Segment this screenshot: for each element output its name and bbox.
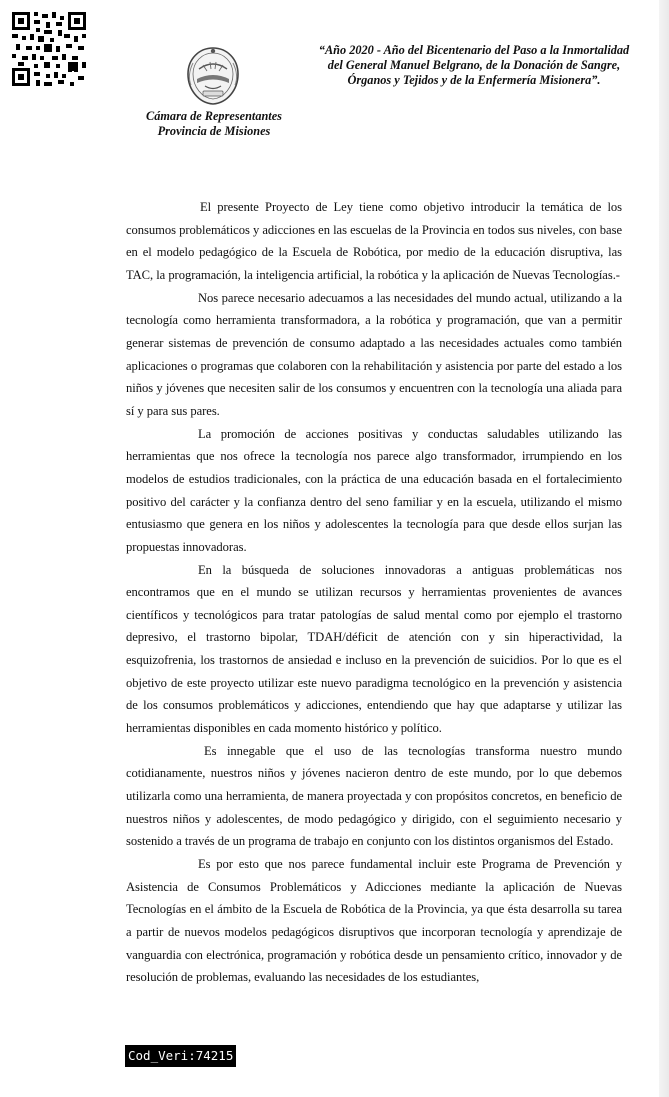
verification-code: Cod_Veri:74215 xyxy=(125,1045,236,1067)
paragraph-1: El presente Proyecto de Ley tiene como objetivo introducir la temática de los consumos problemáticos y adicciones en las escuelas de la Provincia en todos sus niveles, con base en el modelo pedagógico de la Escuela de Robótica, por medio de la educación disruptiva, las TAC, la programación, la inteligencia artificial, la robótica y la aplicación de Nuevas Tecnologías.- xyxy=(126,200,622,282)
qr-code-icon xyxy=(12,12,86,86)
paragraph-2: Nos parece necesario adecuamos a las necesidades del mundo actual, utilizando a la tecnología como herramienta transformadora, a la robótica y programación, que van a permitir generar sistemas de prevención de consumo adaptado a las necesidades actuales como también aplicaciones o programas que colaboren con la rehabilitación y asistencia por parte del estado a los niños y jóvenes que necesiten salir de los consumos y encuentren con la tecnología una aliada para sí y para sus pares. xyxy=(126,290,622,418)
paragraph-6: Es por esto que nos parece fundamental incluir este Programa de Prevención y Asistencia de Consumos Problemáticos y Adicciones mediante la aplicación de Nuevas Tecnologías en el ámbito de la Escuela de Robótica de la Provincia, ya que ésta desarrolla su tarea a partir de nuevos modelos pedagógicos disruptivos que incorporan tecnología y aprendizaje de vanguardia con electrónica, programación y robótica desde un pensamiento crítico, innovador y de resolución de problemas, evaluando las necesidades de los estudiantes, xyxy=(126,857,622,985)
paragraph-5: Es innegable que el uso de las tecnologías transforma nuestro mundo cotidianamente, nuestros niños y jóvenes nacieron dentro de este mundo, por lo que debemos utilizarla como una herramienta, de manera proyectada y con propósitos concretos, en beneficio de nuestros niños y adolescentes, de modo pedagógico y dirigido, con el seguimiento necesario y sostenido a través de un programa de trabajo en conjunto con los distintos organismos del Estado. xyxy=(126,743,622,849)
paragraph-4: En la búsqueda de soluciones innovadoras a antiguas problemáticas nos encontramos que en el mundo se utilizan recursos y herramientas provenientes de avances científicos y tecnológicos para tratar patologías de salud mental como por ejemplo el trastorno depresivo, el trastorno bipolar, TDAH/déficit de atención con y sin hiperactividad, la esquizofrenia, los trastornos de ansiedad e incluso en la prevención de suicidios. Por lo que es el objetivo de este proyecto utilizar este nuevo paradigma tecnológico en la prevención y asistencia de los consumos problemáticos y adicciones, entendiendo que hay que adaptarse y utilizar las herramientas disponibles en cada momento histórico y político. xyxy=(126,562,622,736)
institution-name xyxy=(120,109,308,139)
provincial-seal-icon xyxy=(183,45,243,107)
paragraph-3: La promoción de acciones positivas y conductas saludables utilizando las herramientas que nos ofrece la tecnología nos parece algo transformador, irrumpiendo en los modelos de estudios tradicionales, con la práctica de una educación basada en el fortalecimiento positivo del carácter y la confianza dentro del seno familiar y en la escuela, utilizando el mismo entusiasmo que genera en los niños y adolescentes la tecnología para que desde ellos surjan las propuestas innovadoras. xyxy=(126,426,622,554)
institution-line-2: Provincia de Misiones xyxy=(157,124,271,138)
institution-line-1: Cámara de Representantes xyxy=(146,109,282,123)
document-body xyxy=(126,196,622,989)
year-motto: “Año 2020 - Año del Bicentenario del Paso a la Inmortalidad del General Manuel Belgrano, de la Donación de Sangre, Órganos y Tejidos y de la Enfermería Misionera”. xyxy=(318,43,630,88)
page-edge-shadow xyxy=(659,0,669,1097)
